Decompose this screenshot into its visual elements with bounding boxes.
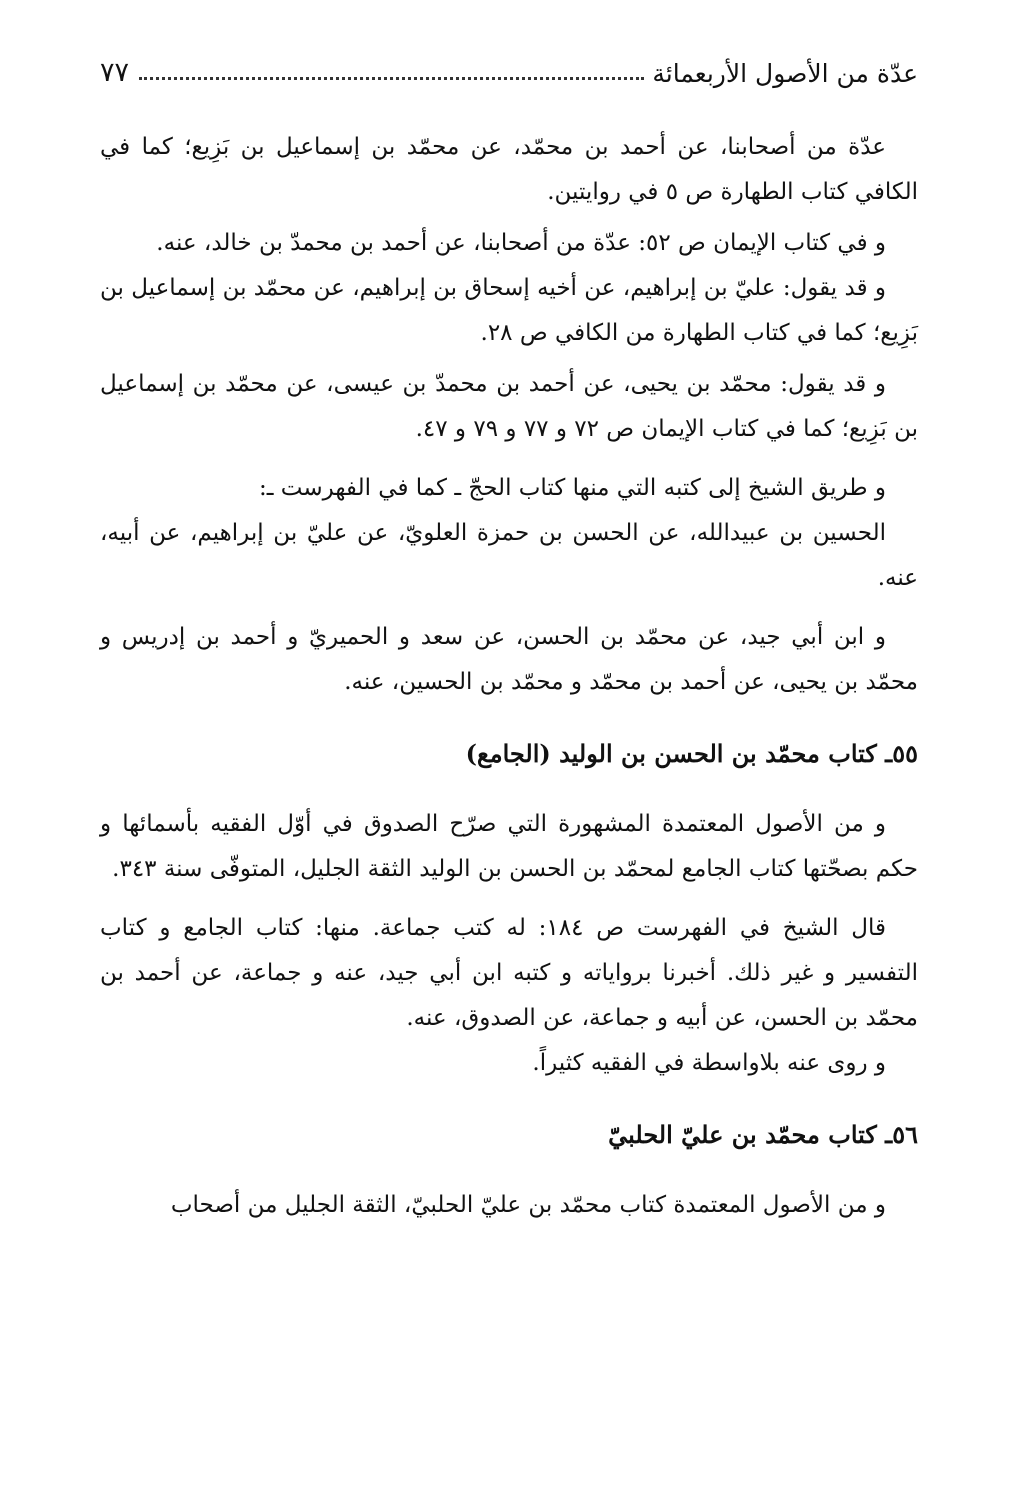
page-body [100,125,918,1228]
section-heading: ٥٦ـ كتاب محمّد بن عليّ الحلبيّ [608,1120,918,1149]
paragraph: الحسين بن عبيدالله، عن الحسن بن حمزة العلويّ، عن عليّ بن إبراهيم، عن أبيه، عنه. [100,520,918,591]
paragraph: و قد يقول: عليّ بن إبراهيم، عن أخيه إسحاق بن إبراهيم، عن محمّد بن إسماعيل بن بَزِيع؛ كما في كتاب الطهارة من الكافي ص ٢٨. [100,275,918,346]
paragraph: و ابن أبي جيد، عن محمّد بن الحسن، عن سعد و الحميريّ و أحمد بن إدريس و محمّد بن يحيى، عن أحمد بن محمّد و محمّد بن الحسين، عنه. [100,624,918,695]
paragraph: عدّة من أصحابنا، عن أحمد بن محمّد، عن محمّد بن إسماعيل بن بَزِيع؛ كما في الكافي كتاب الطهارة ص ٥ في روايتين. [100,134,918,205]
running-header [100,40,918,88]
running-title: عدّة من الأصول الأربعمائة [652,59,918,88]
paragraph: و روى عنه بلاواسطة في الفقيه كثيراً. [532,1050,886,1076]
leader-dots [139,65,644,80]
paragraph: و في كتاب الإيمان ص ٥٢: عدّة من أصحابنا، عن أحمد بن محمدّ بن خالد، عنه. [156,230,886,256]
paragraph: و من الأصول المعتمدة المشهورة التي صرّح الصدوق في أوّل الفقيه بأسمائها و حكم بصحّتها كتاب الجامع لمحمّد بن الحسن بن الوليد الثقة الجليل، المتوفّى سنة ٣٤٣. [100,811,918,882]
paragraph: و من الأصول المعتمدة كتاب محمّد بن عليّ الحلبيّ، الثقة الجليل من أصحاب [170,1192,886,1218]
section-heading: ٥٥ـ كتاب محمّد بن الحسن بن الوليد (الجامع) [465,739,918,768]
paragraph: و قد يقول: محمّد بن يحيى، عن أحمد بن محمدّ بن عيسى، عن محمّد بن إسماعيل بن بَزِيع؛ كما في كتاب الإيمان ص ٧٢ و ٧٧ و ٧٩ و ٤٧. [100,371,918,442]
paragraph: قال الشيخ في الفهرست ص ١٨٤: له كتب جماعة. منها: كتاب الجامع و كتاب التفسير و غير ذلك. أخبرنا برواياته و كتبه ابن أبي جيد، عنه و جماعة، عن أحمد بن محمّد بن الحسن، عن أبيه و جماعة، عن الصدوق، عنه. [100,915,918,1031]
page-number: ٧٧ [100,57,130,88]
paragraph: و طريق الشيخ إلى كتبه التي منها كتاب الحجّ ـ كما في الفهرست ـ: [258,475,886,501]
